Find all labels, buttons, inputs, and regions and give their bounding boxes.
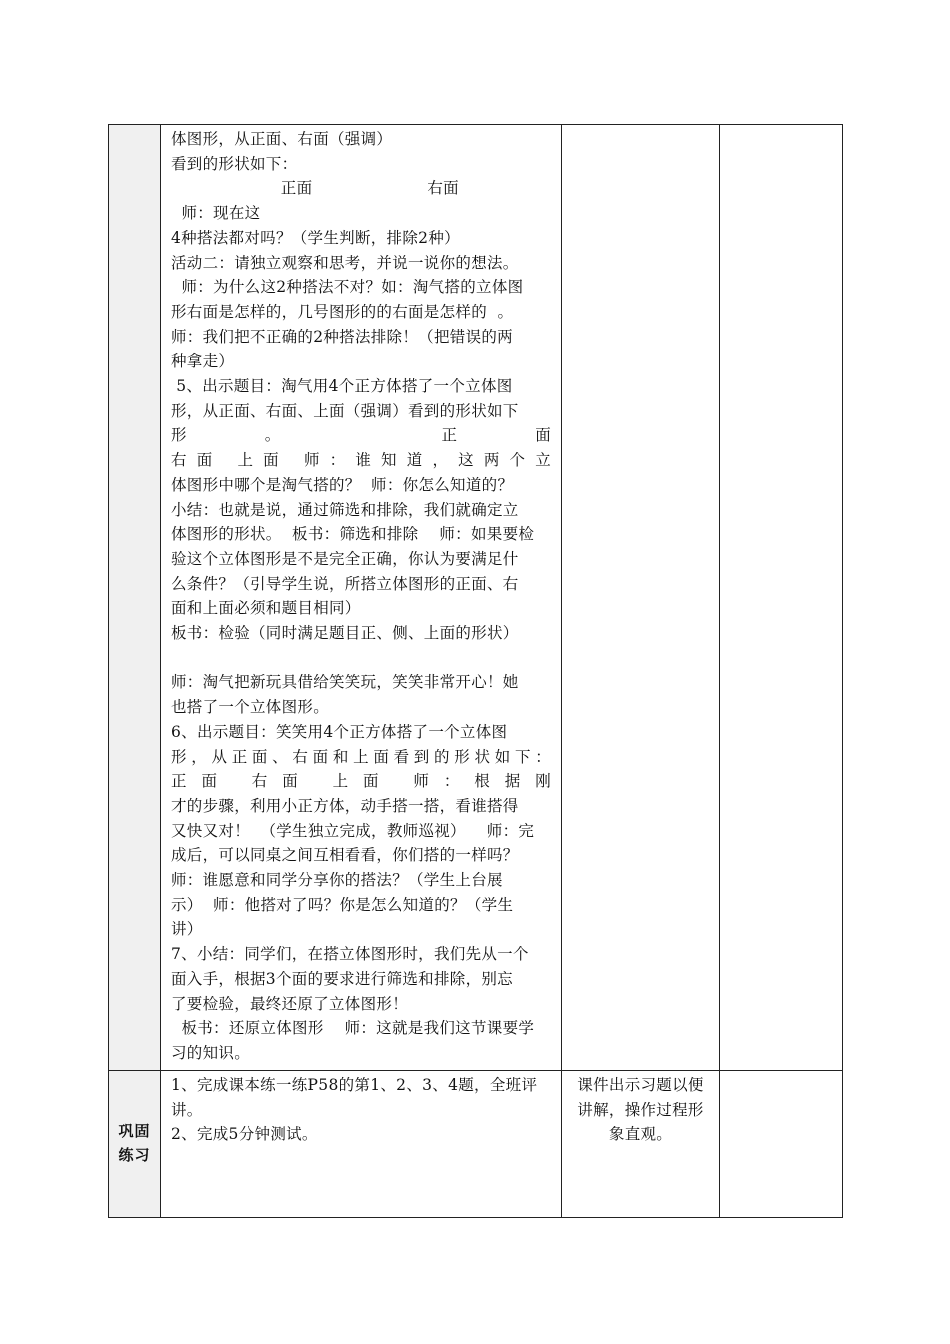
practice-content (161, 1071, 561, 1147)
practice-remarks-cell (720, 1071, 843, 1218)
content-line: 形，从正面、右面、上面（强调）看到的形状如下 (171, 401, 519, 420)
content-line: 小结：也就是说，通过筛选和排除，我们就确定立 (171, 500, 519, 519)
design-intent-cell (562, 125, 720, 1071)
teaching-process-row (109, 125, 843, 1071)
content-line: 正面 右面 上面 师：根据刚 (171, 772, 551, 791)
content-line: 面和上面必须和题目相同） (171, 599, 361, 618)
practice-note (562, 1071, 719, 1147)
practice-note-line: 讲解，操作过程形 (577, 1100, 704, 1119)
content-line: 形。 正面 (171, 426, 551, 445)
content-line: 形，从正面、右面和上面看到的形状如下： (171, 747, 551, 766)
content-line: 验这个立体图形是不是完全正确，你认为要满足什 (171, 549, 519, 568)
practice-label-cell (109, 1071, 161, 1218)
practice-line: 1、完成课本练一练P58的第1、2、3、4题，全班评 (171, 1076, 538, 1094)
lesson-plan-table (108, 124, 843, 1218)
content-line: 面入手，根据3个面的要求进行筛选和排除，别忘 (171, 969, 513, 988)
section-label-cell (109, 125, 161, 1071)
content-line: 7、小结：同学们，在搭立体图形时，我们先从一个 (171, 945, 529, 964)
content-line: 形右面是怎样的，几号图形的的右面是怎样的 。 (171, 302, 514, 321)
content-line: 才的步骤，利用小正方体，动手搭一搭，看谁搭得 (171, 796, 519, 815)
practice-line: 讲。 (171, 1100, 203, 1119)
practice-note-cell (562, 1071, 720, 1218)
content-line: 又快又对！ （学生独立完成，教师巡视） 师：完 (171, 821, 535, 840)
content-line: 了要检验，最终还原了立体图形！ (171, 994, 409, 1013)
practice-label (109, 1071, 160, 1167)
practice-content-cell (161, 1071, 562, 1218)
content-line: 么条件？（引导学生说，所搭立体图形的正面、右 (171, 574, 519, 593)
content-line: 4种搭法都对吗？（学生判断，排除2种） (171, 228, 460, 247)
practice-note-line: 课件出示习题以便 (577, 1076, 704, 1094)
content-line: 体图形，从正面、右面（强调） (171, 130, 393, 148)
practice-label-line1: 巩固 (118, 1122, 151, 1140)
content-line: 体图形的形状。 板书：筛选和排除 师：如果要检 (171, 525, 535, 544)
practice-note-line: 象直观。 (608, 1125, 673, 1144)
content-line: 活动二：请独立观察和思考，并说一说你的想法。 (171, 253, 519, 272)
content-line: 师：谁愿意和同学分享你的搭法？（学生上台展 (171, 871, 503, 890)
content-line: 板书：还原立体图形 师：这就是我们这节课要学 (171, 1019, 535, 1038)
content-line: 师：淘气把新玩具借给笑笑玩，笑笑非常开心！她 (171, 673, 519, 692)
content-line: 师：我们把不正确的2种搭法排除！（把错误的两 (171, 327, 513, 346)
content-line: 也搭了一个立体图形。 (171, 698, 330, 717)
content-line: 右面 上面 师：谁知道，这两个立 (171, 451, 551, 470)
remarks-cell (720, 125, 843, 1071)
practice-row (109, 1071, 843, 1218)
content-line (171, 646, 551, 671)
content-line: 讲） (171, 920, 203, 939)
content-line: 师：现在这 (171, 204, 261, 223)
content-line: 种拿走） (171, 352, 235, 371)
teaching-content (161, 125, 561, 1066)
content-line: 示） 师：他搭对了吗？你是怎么知道的？（学生 (171, 895, 514, 914)
content-line: 看到的形状如下： (171, 154, 298, 173)
content-line: 师：为什么这2种搭法不对？如：淘气搭的立体图 (171, 278, 524, 297)
practice-line: 2、完成5分钟测试。 (171, 1125, 318, 1144)
content-line: 正面 右面 (171, 179, 459, 198)
teaching-content-cell (161, 125, 562, 1071)
content-line: 成后，可以同桌之间互相看看，你们搭的一样吗？ (171, 846, 519, 865)
content-line: 体图形中哪个是淘气搭的？ 师：你怎么知道的？ (171, 475, 514, 494)
content-line: 板书：检验（同时满足题目正、侧、上面的形状） (171, 624, 519, 643)
content-line: 6、出示题目：笑笑用4个正方体搭了一个立体图 (171, 722, 508, 741)
content-line: 5、出示题目：淘气用4个正方体搭了一个立体图 (171, 377, 513, 396)
practice-label-line2: 练习 (118, 1146, 151, 1164)
content-line: 习的知识。 (171, 1044, 251, 1062)
